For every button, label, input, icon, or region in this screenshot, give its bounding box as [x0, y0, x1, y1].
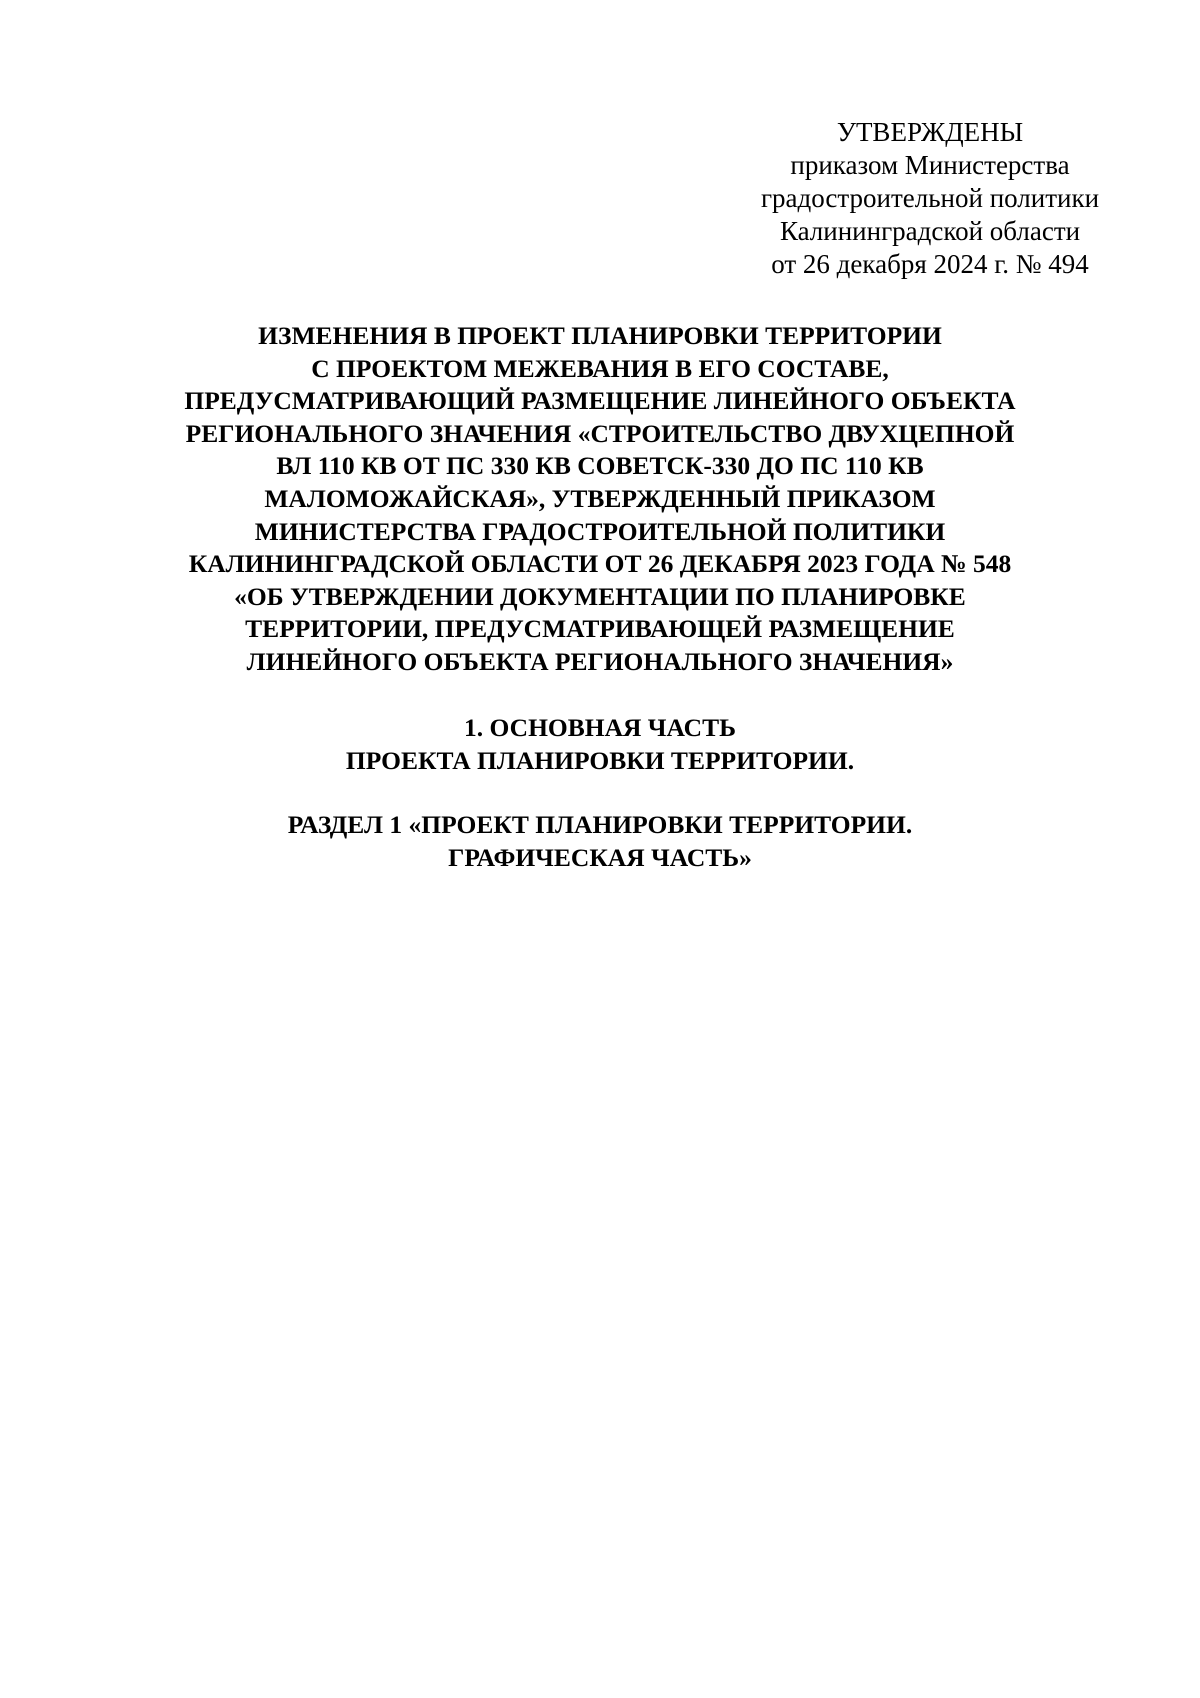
approval-heading: УТВЕРЖДЕНЫ: [836, 117, 1024, 147]
title-line: ПРЕДУСМАТРИВАЮЩИЙ РАЗМЕЩЕНИЕ ЛИНЕЙНОГО ОБЪЕКТА: [184, 386, 1016, 416]
title-line: ТЕРРИТОРИИ, ПРЕДУСМАТРИВАЮЩЕЙ РАЗМЕЩЕНИЕ: [245, 614, 955, 644]
title-line: «ОБ УТВЕРЖДЕНИИ ДОКУМЕНТАЦИИ ПО ПЛАНИРОВКЕ: [234, 581, 966, 611]
approval-line: Калининградской области: [779, 216, 1081, 246]
approval-line: приказом Министерства: [790, 150, 1070, 180]
title-line: ИЗМЕНЕНИЯ В ПРОЕКТ ПЛАНИРОВКИ ТЕРРИТОРИИ: [258, 321, 942, 350]
title-line: МИНИСТЕРСТВА ГРАДОСТРОИТЕЛЬНОЙ ПОЛИТИКИ: [254, 516, 946, 546]
title-line: ЛИНЕЙНОГО ОБЪЕКТА РЕГИОНАЛЬНОГО ЗНАЧЕНИЯ»: [246, 646, 954, 676]
title-line: РЕГИОНАЛЬНОГО ЗНАЧЕНИЯ «СТРОИТЕЛЬСТВО ДВУХЦЕПНОЙ: [185, 418, 1015, 448]
approval-stamp: [740, 116, 1120, 281]
approval-line: градостроительной политики: [760, 183, 1100, 213]
part-heading-line: ПРОЕКТА ПЛАНИРОВКИ ТЕРРИТОРИИ.: [345, 746, 855, 775]
part-heading: [100, 711, 1100, 777]
section-heading: [100, 808, 1100, 874]
section-heading-line: РАЗДЕЛ 1 «ПРОЕКТ ПЛАНИРОВКИ ТЕРРИТОРИИ.: [287, 810, 913, 839]
title-line: ВЛ 110 КВ ОТ ПС 330 КВ СОВЕТСК-330 ДО ПС 110 КВ: [276, 451, 924, 481]
document-title: [100, 320, 1100, 679]
title-line: С ПРОЕКТОМ МЕЖЕВАНИЯ В ЕГО СОСТАВЕ,: [311, 353, 889, 383]
part-heading-line: 1. ОСНОВНАЯ ЧАСТЬ: [464, 713, 736, 742]
title-line: МАЛОМОЖАЙСКАЯ», УТВЕРЖДЕННЫЙ ПРИКАЗОМ: [264, 483, 936, 513]
title-line: КАЛИНИНГРАДСКОЙ ОБЛАСТИ ОТ 26 ДЕКАБРЯ 2023 ГОДА № 548: [188, 549, 1012, 579]
section-heading-line: ГРАФИЧЕСКАЯ ЧАСТЬ»: [448, 843, 752, 872]
approval-date-line: от 26 декабря 2024 г. № 494: [771, 249, 1089, 279]
